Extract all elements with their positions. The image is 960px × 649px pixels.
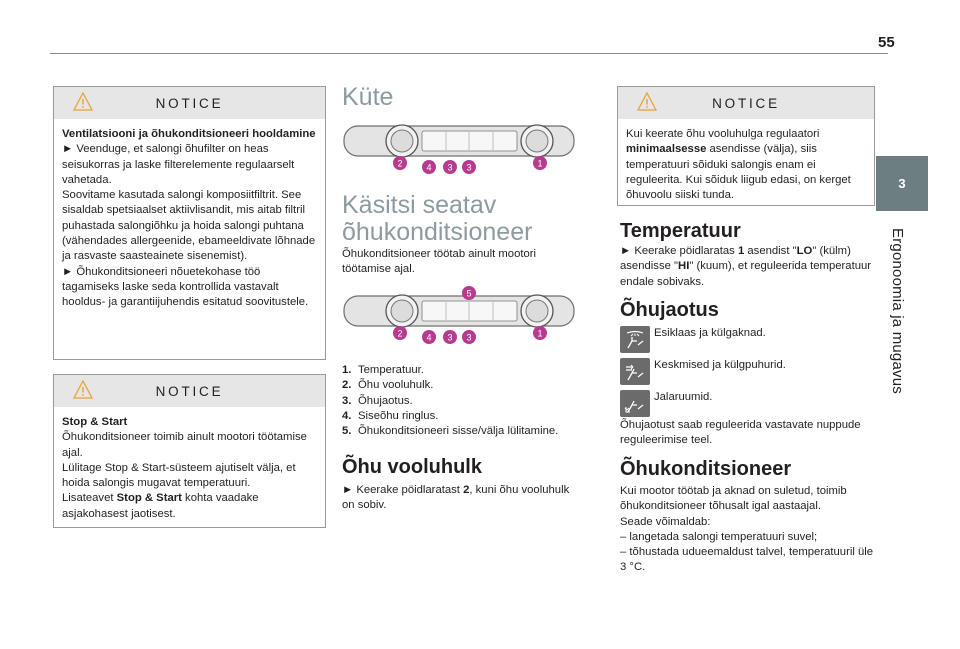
temperature-text: ► Keerake pöidlaratas 1 asendist "LO" (külm) asendisse "HI" (kuum), et reguleerida temperatuur endale sobivaks.	[620, 245, 872, 288]
notice-text: Lisateavet Stop & Start kohta vaadake asjakohasest jaotisest.	[62, 492, 259, 520]
heading-distribution: Õhujaotus	[620, 299, 719, 321]
notice-text: Soovitame kasutada salongi komposiitfiltrit. See sisaldab spetsiaalset aktiivlisandit, mis aitab filtril puhastada salongiõhku ja hoida salongi puhtana (vähendades allergeenide, ebameeldivate lõhnade ja rasvaste saasteainete sisenemist).	[62, 189, 316, 263]
heading-airflow: Õhu vooluhulk	[342, 456, 482, 478]
notice-header	[54, 87, 325, 119]
callout-number: 5	[466, 288, 472, 299]
heading-temperature: Temperatuur	[620, 220, 741, 242]
callout-number: 1	[537, 158, 543, 169]
warning-icon	[637, 92, 657, 111]
distribution-note: Õhujaotust saab reguleerida vastavate nuppude reguleerimise teel.	[620, 419, 861, 447]
page-number: 55	[878, 34, 895, 51]
callout-number: 3	[447, 162, 453, 173]
heating-panel-illustration	[342, 120, 578, 176]
windscreen-side-vents-icon	[620, 326, 650, 353]
intro-text: Õhukonditsioneer töötab ainult mootori töötamise ajal.	[342, 248, 537, 276]
list-item: 4. Siseõhu ringlus.	[342, 409, 439, 422]
airflow-text: ► Keerake pöidlaratast 2, kuni õhu vooluhulk on sobiv.	[342, 484, 570, 512]
notice-title: NOTICE	[155, 95, 224, 111]
notice-heading: Stop & Start	[62, 416, 128, 428]
notice-text: ► Veenduge, et salongi õhufilter on heas seisukorras ja laske filterelemente regulaarselt vahetada.	[62, 143, 295, 186]
notice-airflow-min	[617, 86, 875, 206]
notice-title: NOTICE	[712, 95, 780, 111]
warning-icon	[73, 92, 93, 111]
notice-text: Kui keerate õhu vooluhulga regulaatori minimaalsesse asendisse (välja), siis temperatuuri sõiduki salongis enam ei reguleerita. Kui sõiduk liigub edasi, on kerget õhuvoolu siiski tunda.	[626, 128, 851, 202]
notice-stop-start	[53, 374, 326, 528]
mode-footwell	[620, 390, 712, 417]
callout-number: 1	[537, 328, 543, 339]
callout-number: 4	[426, 162, 432, 173]
legend-list	[342, 363, 582, 439]
callout-number: 4	[426, 332, 432, 343]
mode-label: Keskmised ja külgpuhurid.	[654, 359, 786, 371]
notice-text: Õhukonditsioneer toimib ainult mootori töötamise ajal.	[62, 431, 307, 459]
callout-number: 3	[447, 332, 453, 343]
list-item: 2. Õhu vooluhulk.	[342, 379, 434, 392]
mode-label: Esiklaas ja külgaknad.	[654, 327, 766, 339]
callout-number: 2	[397, 328, 403, 339]
mode-center-side	[620, 358, 786, 385]
list-item: 5. Õhukonditsioneeri sisse/välja lülitamine.	[342, 425, 559, 438]
footwell-icon	[620, 390, 650, 417]
header-rule	[50, 53, 888, 54]
list-item: 3. Õhujaotus.	[342, 394, 413, 407]
notice-header	[54, 375, 325, 407]
heading-heating: Küte	[342, 83, 394, 111]
callout-number: 3	[466, 332, 472, 343]
ac-text: Kui mootor töötab ja aknad on suletud, toimib õhukonditsioneer tõhusalt igal aastaajal. Seade võimaldab: – langetada salongi temperatuuri suvel; – tõhustada udueemaldust talvel, temperatuuril üle 3 °C.	[620, 485, 874, 574]
chapter-title: Ergonoomia ja mugavus	[889, 228, 906, 394]
notice-text: ► Õhukonditsioneeri nõuetekohase töö tagamiseks laske seda kontrollida vastavalt hooldus- ja garantiijuhendis esitatud soovitustele.	[62, 265, 309, 309]
mode-label: Jalaruumid.	[654, 391, 713, 403]
center-side-vents-icon	[620, 358, 650, 385]
callout-number: 2	[397, 158, 403, 169]
manual-ac-panel-illustration	[342, 284, 578, 346]
notice-maintenance	[53, 86, 326, 360]
list-item: 1. Temperatuur.	[342, 364, 424, 376]
heading-manual-ac: Käsitsi seatav õhukonditsioneer	[342, 191, 533, 246]
notice-header	[618, 87, 874, 119]
notice-text: Lülitage Stop & Start-süsteem ajutiselt välja, et hoida salongis mugavat temperatuuri.	[62, 461, 296, 490]
chapter-tab[interactable]: 3	[876, 156, 928, 211]
warning-icon	[73, 380, 93, 399]
heading-ac: Õhukonditsioneer	[620, 458, 792, 480]
callout-number: 3	[466, 162, 472, 173]
mode-windscreen	[620, 326, 766, 353]
notice-title: NOTICE	[155, 383, 224, 399]
notice-heading: Ventilatsiooni ja õhukonditsioneeri hooldamine	[62, 128, 316, 140]
